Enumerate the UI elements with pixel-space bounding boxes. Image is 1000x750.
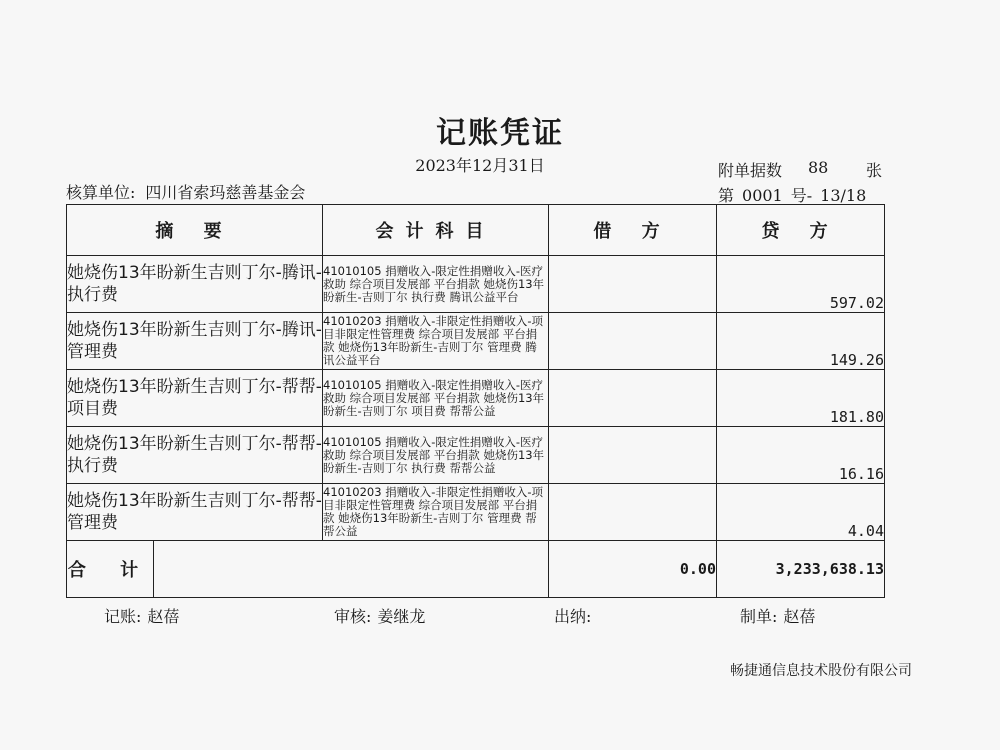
header-credit: 贷 方 xyxy=(717,205,885,256)
table-row xyxy=(67,256,885,313)
entry-summary: 她烧伤13年盼新生吉则丁尔-帮帮-项目费 xyxy=(67,370,323,427)
header-account: 会计科目 xyxy=(323,205,549,256)
total-blank xyxy=(154,541,548,597)
entry-summary: 她烧伤13年盼新生吉则丁尔-帮帮-管理费 xyxy=(67,484,323,541)
entry-debit xyxy=(549,484,717,541)
attachments-label: 附单据数 xyxy=(718,161,783,180)
header-debit: 借 方 xyxy=(549,205,717,256)
entry-summary: 她烧伤13年盼新生吉则丁尔-腾讯-管理费 xyxy=(67,313,323,370)
voucher-table xyxy=(66,204,885,598)
entry-debit xyxy=(549,256,717,313)
attachments-unit: 张 xyxy=(866,161,883,180)
entry-debit xyxy=(549,427,717,484)
voucher-date: 2023年12月31日 xyxy=(415,156,545,175)
preparer-label: 制单: xyxy=(740,607,778,626)
entry-debit xyxy=(549,370,717,427)
cashier-signature xyxy=(554,604,597,627)
entry-debit xyxy=(549,313,717,370)
voucher-number xyxy=(718,183,874,206)
reviewer-name: 姜继龙 xyxy=(377,607,426,626)
entry-account: 41010105 捐赠收入-限定性捐赠收入-医疗救助 综合项目发展部 平台捐款 她烧伤13年盼新生-吉则丁尔 项目费 帮帮公益 xyxy=(323,370,549,427)
accounting-unit-label: 核算单位: xyxy=(66,183,136,202)
voucher-title: 记账凭证 xyxy=(436,116,564,151)
table-row xyxy=(67,484,885,541)
total-row xyxy=(67,541,885,598)
software-company: 畅捷通信息技术股份有限公司 xyxy=(730,663,912,679)
entry-credit: 181.80 xyxy=(717,370,885,427)
table-row xyxy=(67,313,885,370)
preparer-signature xyxy=(740,604,815,627)
table-row xyxy=(67,427,885,484)
voucher-number-value: 0001 xyxy=(742,186,783,205)
entry-credit: 4.04 xyxy=(717,484,885,541)
entry-summary: 她烧伤13年盼新生吉则丁尔-帮帮-执行费 xyxy=(67,427,323,484)
entry-summary: 她烧伤13年盼新生吉则丁尔-腾讯-执行费 xyxy=(67,256,323,313)
header-summary: 摘 要 xyxy=(67,205,323,256)
cashier-label: 出纳: xyxy=(554,607,592,626)
entry-account: 41010105 捐赠收入-限定性捐赠收入-医疗救助 综合项目发展部 平台捐款 她烧伤13年盼新生-吉则丁尔 执行费 腾讯公益平台 xyxy=(323,256,549,313)
table-row xyxy=(67,370,885,427)
entry-credit: 16.16 xyxy=(717,427,885,484)
entry-credit: 149.26 xyxy=(717,313,885,370)
total-credit: 3,233,638.13 xyxy=(717,541,885,598)
voucher-number-prefix: 第 xyxy=(718,186,735,205)
voucher-number-suffix: 号- xyxy=(790,186,813,205)
table-header-row xyxy=(67,205,885,256)
bookkeeper-signature xyxy=(104,604,179,627)
accounting-unit xyxy=(66,180,305,203)
total-label-cell xyxy=(67,541,549,598)
entry-credit: 597.02 xyxy=(717,256,885,313)
entry-account: 41010203 捐赠收入-非限定性捐赠收入-项目非限定性管理费 综合项目发展部 平台捐款 她烧伤13年盼新生-吉则丁尔 管理费 腾讯公益平台 xyxy=(323,313,549,370)
entry-account: 41010203 捐赠收入-非限定性捐赠收入-项目非限定性管理费 综合项目发展部 平台捐款 她烧伤13年盼新生-吉则丁尔 管理费 帮帮公益 xyxy=(323,484,549,541)
preparer-name: 赵蓓 xyxy=(783,607,816,626)
voucher-page: 13/18 xyxy=(820,186,867,205)
entry-account: 41010105 捐赠收入-限定性捐赠收入-医疗救助 综合项目发展部 平台捐款 她烧伤13年盼新生-吉则丁尔 执行费 帮帮公益 xyxy=(323,427,549,484)
accounting-unit-name: 四川省索玛慈善基金会 xyxy=(145,183,306,202)
bookkeeper-label: 记账: xyxy=(104,607,142,626)
total-debit: 0.00 xyxy=(549,541,717,598)
bookkeeper-name: 赵蓓 xyxy=(147,607,180,626)
total-label: 合 计 xyxy=(67,541,154,597)
attachments-count: 88 xyxy=(808,158,829,177)
reviewer-signature xyxy=(334,604,425,627)
reviewer-label: 审核: xyxy=(334,607,372,626)
